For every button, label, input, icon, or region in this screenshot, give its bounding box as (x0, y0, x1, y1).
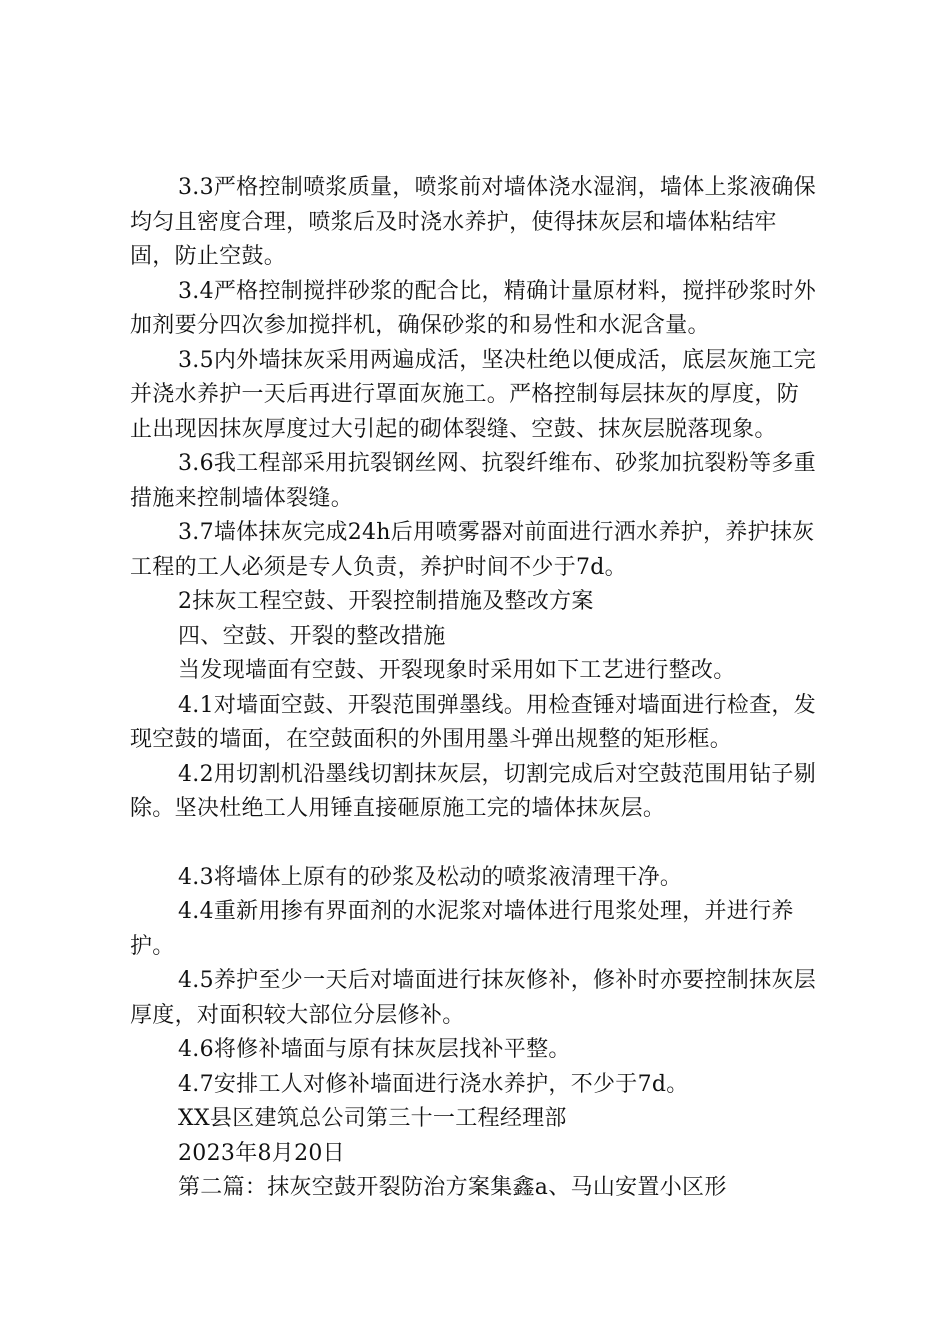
paragraph-3-3: 3.3严格控制喷浆质量，喷浆前对墙体浇水湿润，墙体上浆液确保均匀且密度合理，喷浆后及时浇水养护，使得抹灰层和墙体粘结牢固，防止空鼓。 (130, 175, 816, 269)
section-heading-2: 2抹灰工程空鼓、开裂控制措施及整改方案 (178, 589, 594, 614)
paragraph-3-7: 3.7墙体抹灰完成24h后用喷雾器对前面进行洒水养护，养护抹灰工程的工人必须是专人负责，养护时间不少于7d。 (130, 520, 815, 580)
signature-organization: XX县区建筑总公司第三十一工程经理部 (178, 1106, 567, 1131)
section-heading-4: 四、空鼓、开裂的整改措施 (178, 623, 446, 649)
paragraph-4-4: 4.4重新用掺有界面剂的水泥浆对墙体进行甩浆处理，并进行养护。 (130, 899, 794, 959)
signature-date: 2023年8月20日 (178, 1140, 345, 1166)
paragraph-4-6: 4.6将修补墙面与原有抹灰层找补平整。 (178, 1037, 571, 1062)
paragraph-4-3: 4.3将墙体上原有的砂浆及松动的喷浆液清理干净。 (178, 864, 683, 890)
next-section-title: 第二篇：抹灰空鼓开裂防治方案集鑫a、马山安置小区形 (178, 1175, 727, 1200)
paragraph-3-4: 3.4严格控制搅拌砂浆的配合比，精确计量原材料，搅拌砂浆时外加剂要分四次参加搅拌机，确保砂浆的和易性和水泥含量。 (130, 278, 816, 338)
paragraph-3-6: 3.6我工程部采用抗裂钢丝网、抗裂纤维布、砂浆加抗裂粉等多重措施来控制墙体裂缝。 (130, 451, 816, 511)
paragraph-intro: 当发现墙面有空鼓、开裂现象时采用如下工艺进行整改。 (178, 658, 736, 683)
paragraph-4-5: 4.5养护至少一天后对墙面进行抹灰修补，修补时亦要控制抹灰层厚度，对面积较大部位分层修补。 (130, 968, 816, 1028)
document-body (130, 171, 820, 1206)
paragraph-4-1: 4.1对墙面空鼓、开裂范围弹墨线。用检查锤对墙面进行检查，发现空鼓的墙面，在空鼓面积的外围用墨斗弹出规整的矩形框。 (130, 692, 816, 752)
paragraph-4-2: 4.2用切割机沿墨线切割抹灰层，切割完成后对空鼓范围用钻子剔除。坚决杜绝工人用锤直接砸原施工完的墙体抹灰层。 (130, 761, 816, 821)
paragraph-3-5: 3.5内外墙抹灰采用两遍成活，坚决杜绝以便成活，底层灰施工完并浇水养护一天后再进行罩面灰施工。严格控制每层抹灰的厚度，防止出现因抹灰厚度过大引起的砌体裂缝、空鼓、抹灰层脱落现象。 (130, 347, 816, 442)
blank-line (130, 827, 820, 861)
paragraph-4-7: 4.7安排工人对修补墙面进行浇水养护，不少于7d。 (178, 1071, 689, 1097)
